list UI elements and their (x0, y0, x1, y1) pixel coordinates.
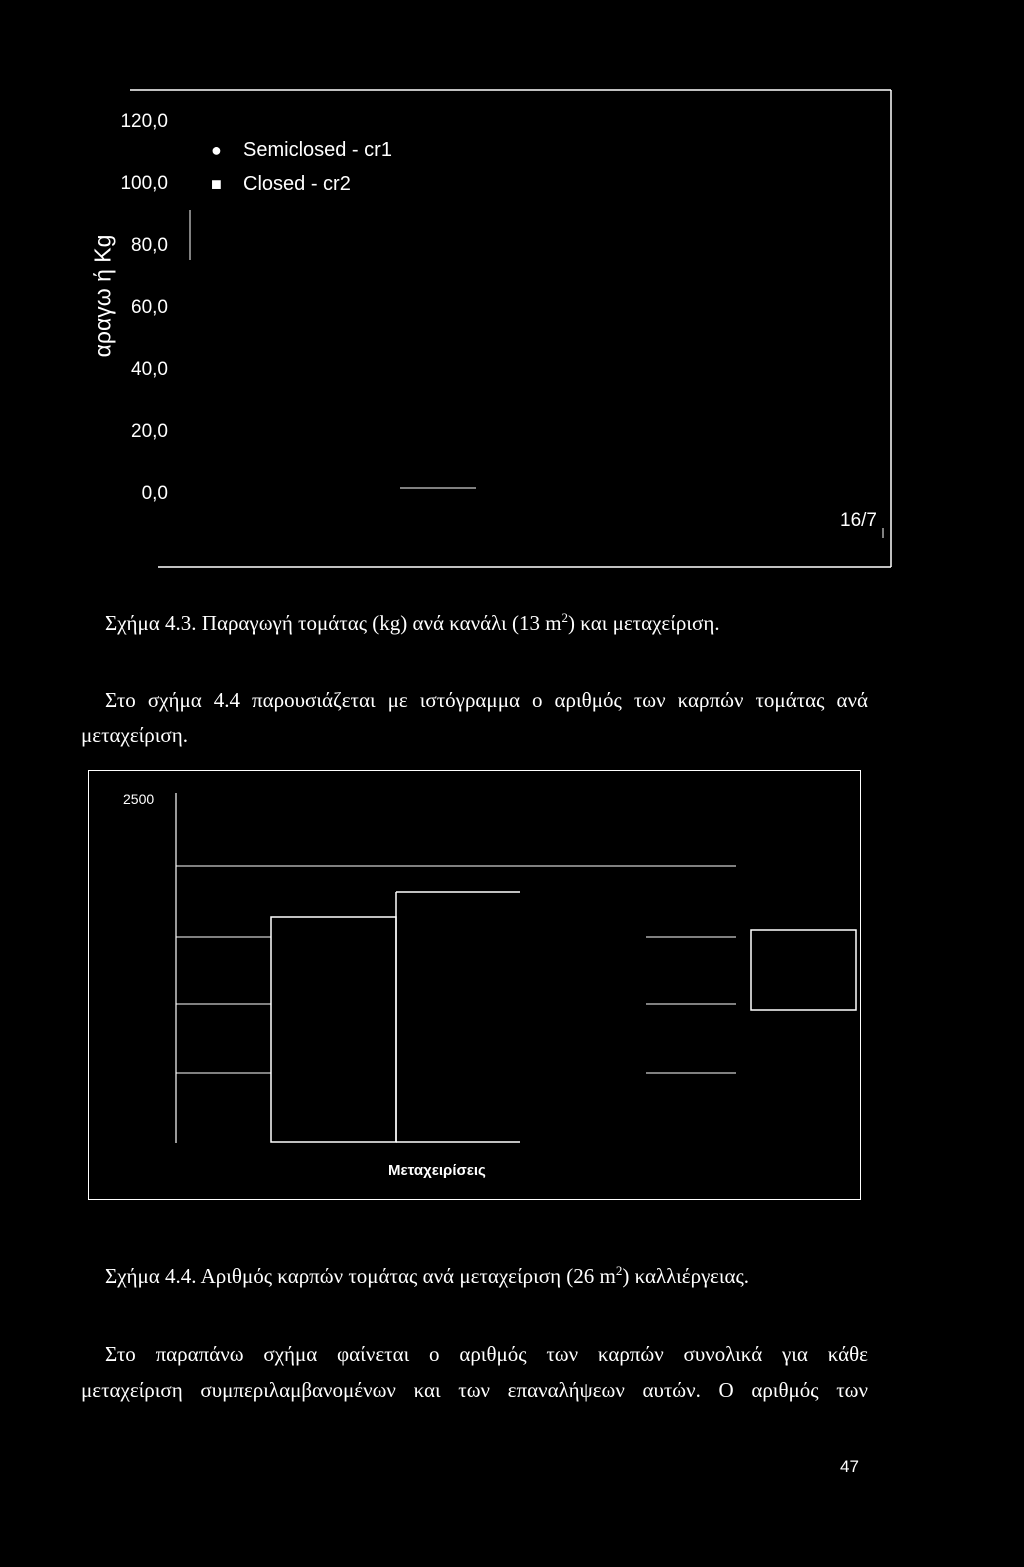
y-axis-label: αραγω ή Kg (89, 234, 116, 358)
y-tick-label: 60,0 (131, 297, 168, 318)
y-tick-label: 80,0 (131, 235, 168, 256)
y-tick-label: 40,0 (131, 359, 168, 380)
y-tick-label: 0,0 (141, 483, 168, 504)
paragraph-2-line-1: Στο παραπάνω σχήμα φαίνεται ο αριθμός των καρπών συνολικά για κάθε (105, 1342, 868, 1366)
caption-superscript: 2 (615, 1263, 623, 1278)
caption-text: Σχήμα 4.3. Παραγωγή τομάτας (kg) ανά κανάλι (13 m (105, 611, 562, 635)
caption-text: Σχήμα 4.4. Αριθμός καρπών τομάτας ανά μεταχείριση (26 m (105, 1264, 616, 1288)
legend-box (751, 930, 856, 1010)
caption-text-end: ) καλλιέργειας. (622, 1264, 750, 1288)
caption-superscript: 2 (561, 610, 569, 625)
circle-marker-icon: ● (211, 140, 222, 160)
x-axis-tick: 16/7 (840, 510, 877, 531)
paragraph-1-line-2: μεταχείριση. (81, 723, 188, 747)
y-axis-tick: 2500 (123, 791, 155, 807)
bar-1 (271, 917, 396, 1142)
paragraph-1-line-1: Στο σχήμα 4.4 παρουσιάζεται με ιστόγραμμα ο αριθμός των καρπών τομάτας ανά (105, 688, 868, 712)
y-tick-label: 20,0 (131, 421, 168, 442)
figure-caption-4-4 (105, 1263, 749, 1289)
y-tick-label: 100,0 (120, 173, 168, 194)
paragraph-2-line-2: μεταχείριση συμπεριλαμβανομένων και των επαναλήψεων αυτών. Ο αριθμός των (81, 1378, 868, 1402)
legend-label: Closed - cr2 (243, 173, 351, 195)
page-number: 47 (840, 1457, 859, 1476)
x-axis-label: Μεταχειρίσεις (388, 1162, 486, 1179)
caption-text-end: ) και μεταχείριση. (568, 611, 720, 635)
y-tick-label: 120,0 (120, 111, 168, 132)
legend-label: Semiclosed - cr1 (243, 139, 392, 161)
square-marker-icon: ■ (211, 174, 222, 194)
